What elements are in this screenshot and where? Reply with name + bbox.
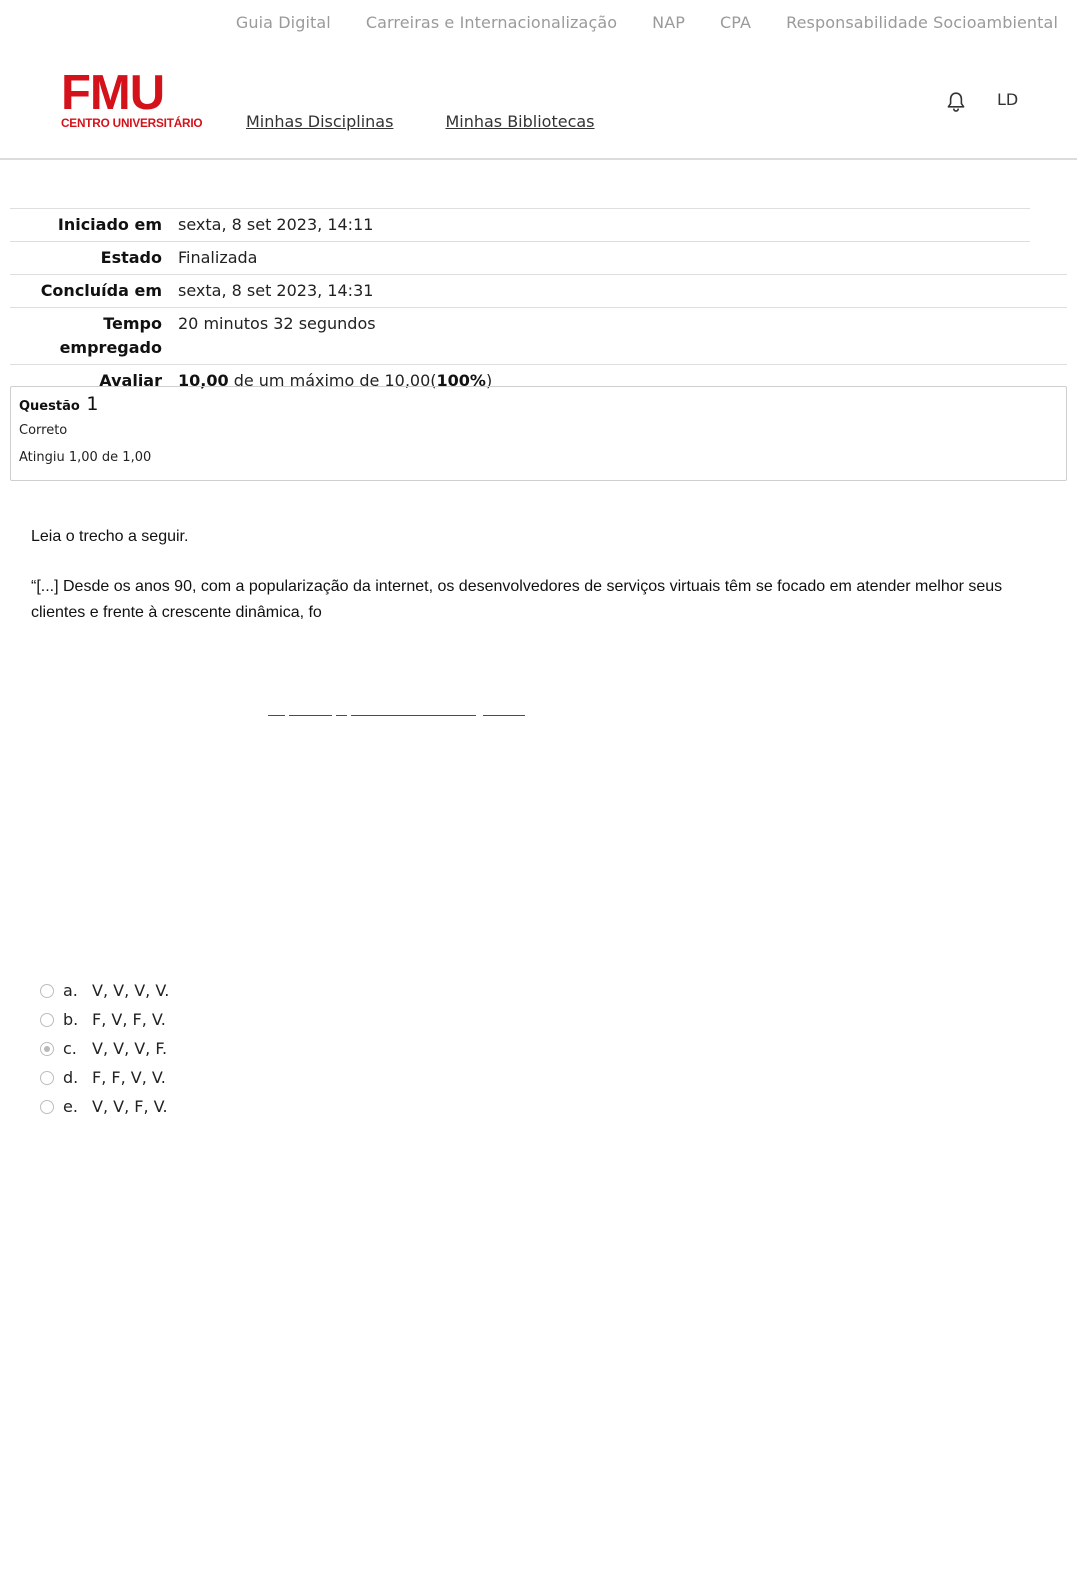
- question-intro: Leia o trecho a seguir.: [31, 528, 189, 545]
- fmu-logo[interactable]: [61, 66, 203, 130]
- answer-text: F, F, V, V.: [92, 1068, 166, 1087]
- question-quote: “[...] Desde os anos 90, com a popularização da internet, os desenvolvedores de serviços virtuais têm se focado em atender melhor seus clientes e frente à crescente dinâmica, fo: [31, 578, 1003, 621]
- answer-letter: d.: [63, 1068, 79, 1087]
- topnav-guia-digital[interactable]: Guia Digital: [235, 12, 331, 32]
- answer-option-e[interactable]: [40, 1092, 169, 1121]
- time-label: [10, 308, 162, 364]
- answer-option-b[interactable]: [40, 1005, 169, 1034]
- question-state: Correto: [19, 423, 68, 438]
- question-text: [31, 524, 1031, 650]
- started-label: Iniciado em: [57, 215, 162, 234]
- top-utility-nav: [236, 0, 1077, 44]
- main-nav: [246, 112, 647, 131]
- grade-max-text: de um máximo de 10,00(: [233, 371, 437, 390]
- grade-close: ): [485, 371, 493, 390]
- nav-minhas-disciplinas[interactable]: Minhas Disciplinas: [246, 112, 394, 131]
- red-underline-3: [336, 715, 347, 716]
- state-value: Finalizada: [178, 248, 258, 267]
- question-number-value: 1: [86, 393, 99, 415]
- question-label: Questão: [19, 399, 80, 414]
- radio-button[interactable]: [40, 1100, 54, 1114]
- answer-text: F, V, F, V.: [92, 1010, 166, 1029]
- answer-options: [40, 976, 169, 1121]
- topnav-cpa[interactable]: CPA: [720, 12, 752, 32]
- grade-label: Avaliar: [99, 371, 162, 390]
- nav-minhas-bibliotecas[interactable]: Minhas Bibliotecas: [445, 112, 595, 131]
- summary-row-time: [10, 307, 1067, 364]
- attempt-summary: [10, 208, 1067, 397]
- question-grade: Atingiu 1,00 de 1,00: [19, 450, 152, 465]
- answer-option-a[interactable]: [40, 976, 169, 1005]
- radio-button[interactable]: [40, 984, 54, 998]
- started-value: sexta, 8 set 2023, 14:11: [178, 215, 374, 234]
- red-underline-5: [483, 715, 525, 716]
- red-underline-1: [268, 715, 285, 716]
- bell-icon[interactable]: [946, 91, 966, 113]
- answer-text: V, V, V, V.: [92, 981, 170, 1000]
- site-header: [0, 44, 1077, 160]
- completed-label: Concluída em: [40, 281, 162, 300]
- radio-button-selected[interactable]: [40, 1042, 54, 1056]
- red-underline-2: [289, 715, 332, 716]
- answer-letter: a.: [63, 981, 78, 1000]
- time-label-line2: empregado: [59, 338, 162, 357]
- summary-row-state: [10, 241, 1030, 274]
- answer-text: V, V, V, F.: [92, 1039, 168, 1058]
- answer-letter: e.: [63, 1097, 78, 1116]
- user-menu[interactable]: LD: [997, 90, 1019, 109]
- state-label: Estado: [100, 248, 162, 267]
- logo-wordmark: FMU: [61, 66, 165, 120]
- question-info: [10, 386, 1067, 481]
- completed-value: sexta, 8 set 2023, 14:31: [178, 281, 374, 300]
- radio-button[interactable]: [40, 1013, 54, 1027]
- grade-score: 10,00: [178, 371, 229, 390]
- topnav-carreiras[interactable]: Carreiras e Internacionalização: [365, 12, 618, 32]
- answer-text: V, V, F, V.: [92, 1097, 168, 1116]
- question-number: [19, 393, 1058, 415]
- answer-letter: b.: [63, 1010, 79, 1029]
- topnav-responsabilidade[interactable]: Responsabilidade Socioambiental: [786, 12, 1058, 32]
- time-value: 20 minutos 32 segundos: [178, 314, 376, 333]
- answer-letter: c.: [63, 1039, 77, 1058]
- summary-row-completed: [10, 274, 1067, 307]
- time-label-line1: Tempo: [103, 314, 162, 333]
- topnav-nap[interactable]: NAP: [652, 12, 686, 32]
- summary-row-started: [10, 208, 1030, 241]
- answer-option-d[interactable]: [40, 1063, 169, 1092]
- logo-subtitle: CENTRO UNIVERSITÁRIO: [61, 116, 203, 130]
- answer-option-c[interactable]: [40, 1034, 169, 1063]
- radio-button[interactable]: [40, 1071, 54, 1085]
- red-underline-4: [351, 715, 476, 716]
- grade-percent: 100%: [436, 371, 486, 390]
